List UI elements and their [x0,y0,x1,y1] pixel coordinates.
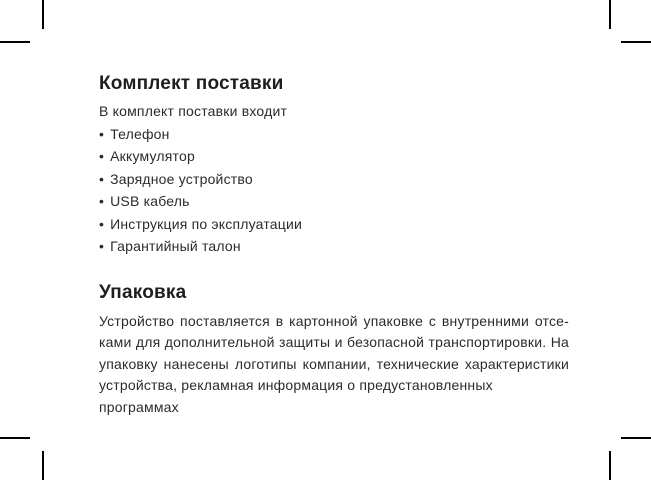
list-item-label: Инструкция по эксплуатации [110,215,303,232]
page-content [99,0,569,418]
bullet-icon: • [99,215,105,232]
paragraph-line: ками для дополнительной защиты и безопасной транспортировки. На [99,334,569,351]
list-item-label: Аккумулятор [110,148,195,165]
crop-mark-bottom-left-horizontal [0,437,30,439]
list-item [99,190,569,213]
crop-mark-bottom-left-vertical [42,451,44,480]
bullet-icon: • [99,170,105,187]
list-item [99,123,569,146]
paragraph-line: упаковку нанесены логотипы компании, технические характеристики [99,355,569,372]
list-item [99,168,569,191]
kit-list [99,123,569,258]
crop-mark-top-left-horizontal [0,41,30,43]
bullet-icon: • [99,148,105,165]
list-item-label: Гарантийный талон [110,238,241,255]
bullet-icon: • [99,193,105,210]
list-item-label: Телефон [110,125,170,142]
crop-mark-top-right-vertical [609,0,611,29]
crop-mark-bottom-right-vertical [609,451,611,480]
bullet-icon: • [99,125,105,142]
section-heading-kit: Комплект поставки [99,73,284,94]
kit-intro-text: В комплект поставки входит [99,102,288,119]
crop-mark-bottom-right-horizontal [621,437,651,439]
packaging-paragraph [99,311,569,419]
paragraph-line: устройства, рекламная информация о предустановленных программах [99,377,493,415]
list-item [99,213,569,236]
list-item-label: USB кабель [110,193,190,210]
crop-mark-top-right-horizontal [621,41,651,43]
crop-mark-top-left-vertical [42,0,44,29]
bullet-icon: • [99,238,105,255]
list-item [99,145,569,168]
section-heading-packaging: Упаковка [99,281,187,303]
paragraph-line: Устройство поставляется в картонной упаковке с внутренними отсе- [99,312,569,329]
list-item [99,235,569,258]
list-item-label: Зарядное устройство [110,170,253,187]
